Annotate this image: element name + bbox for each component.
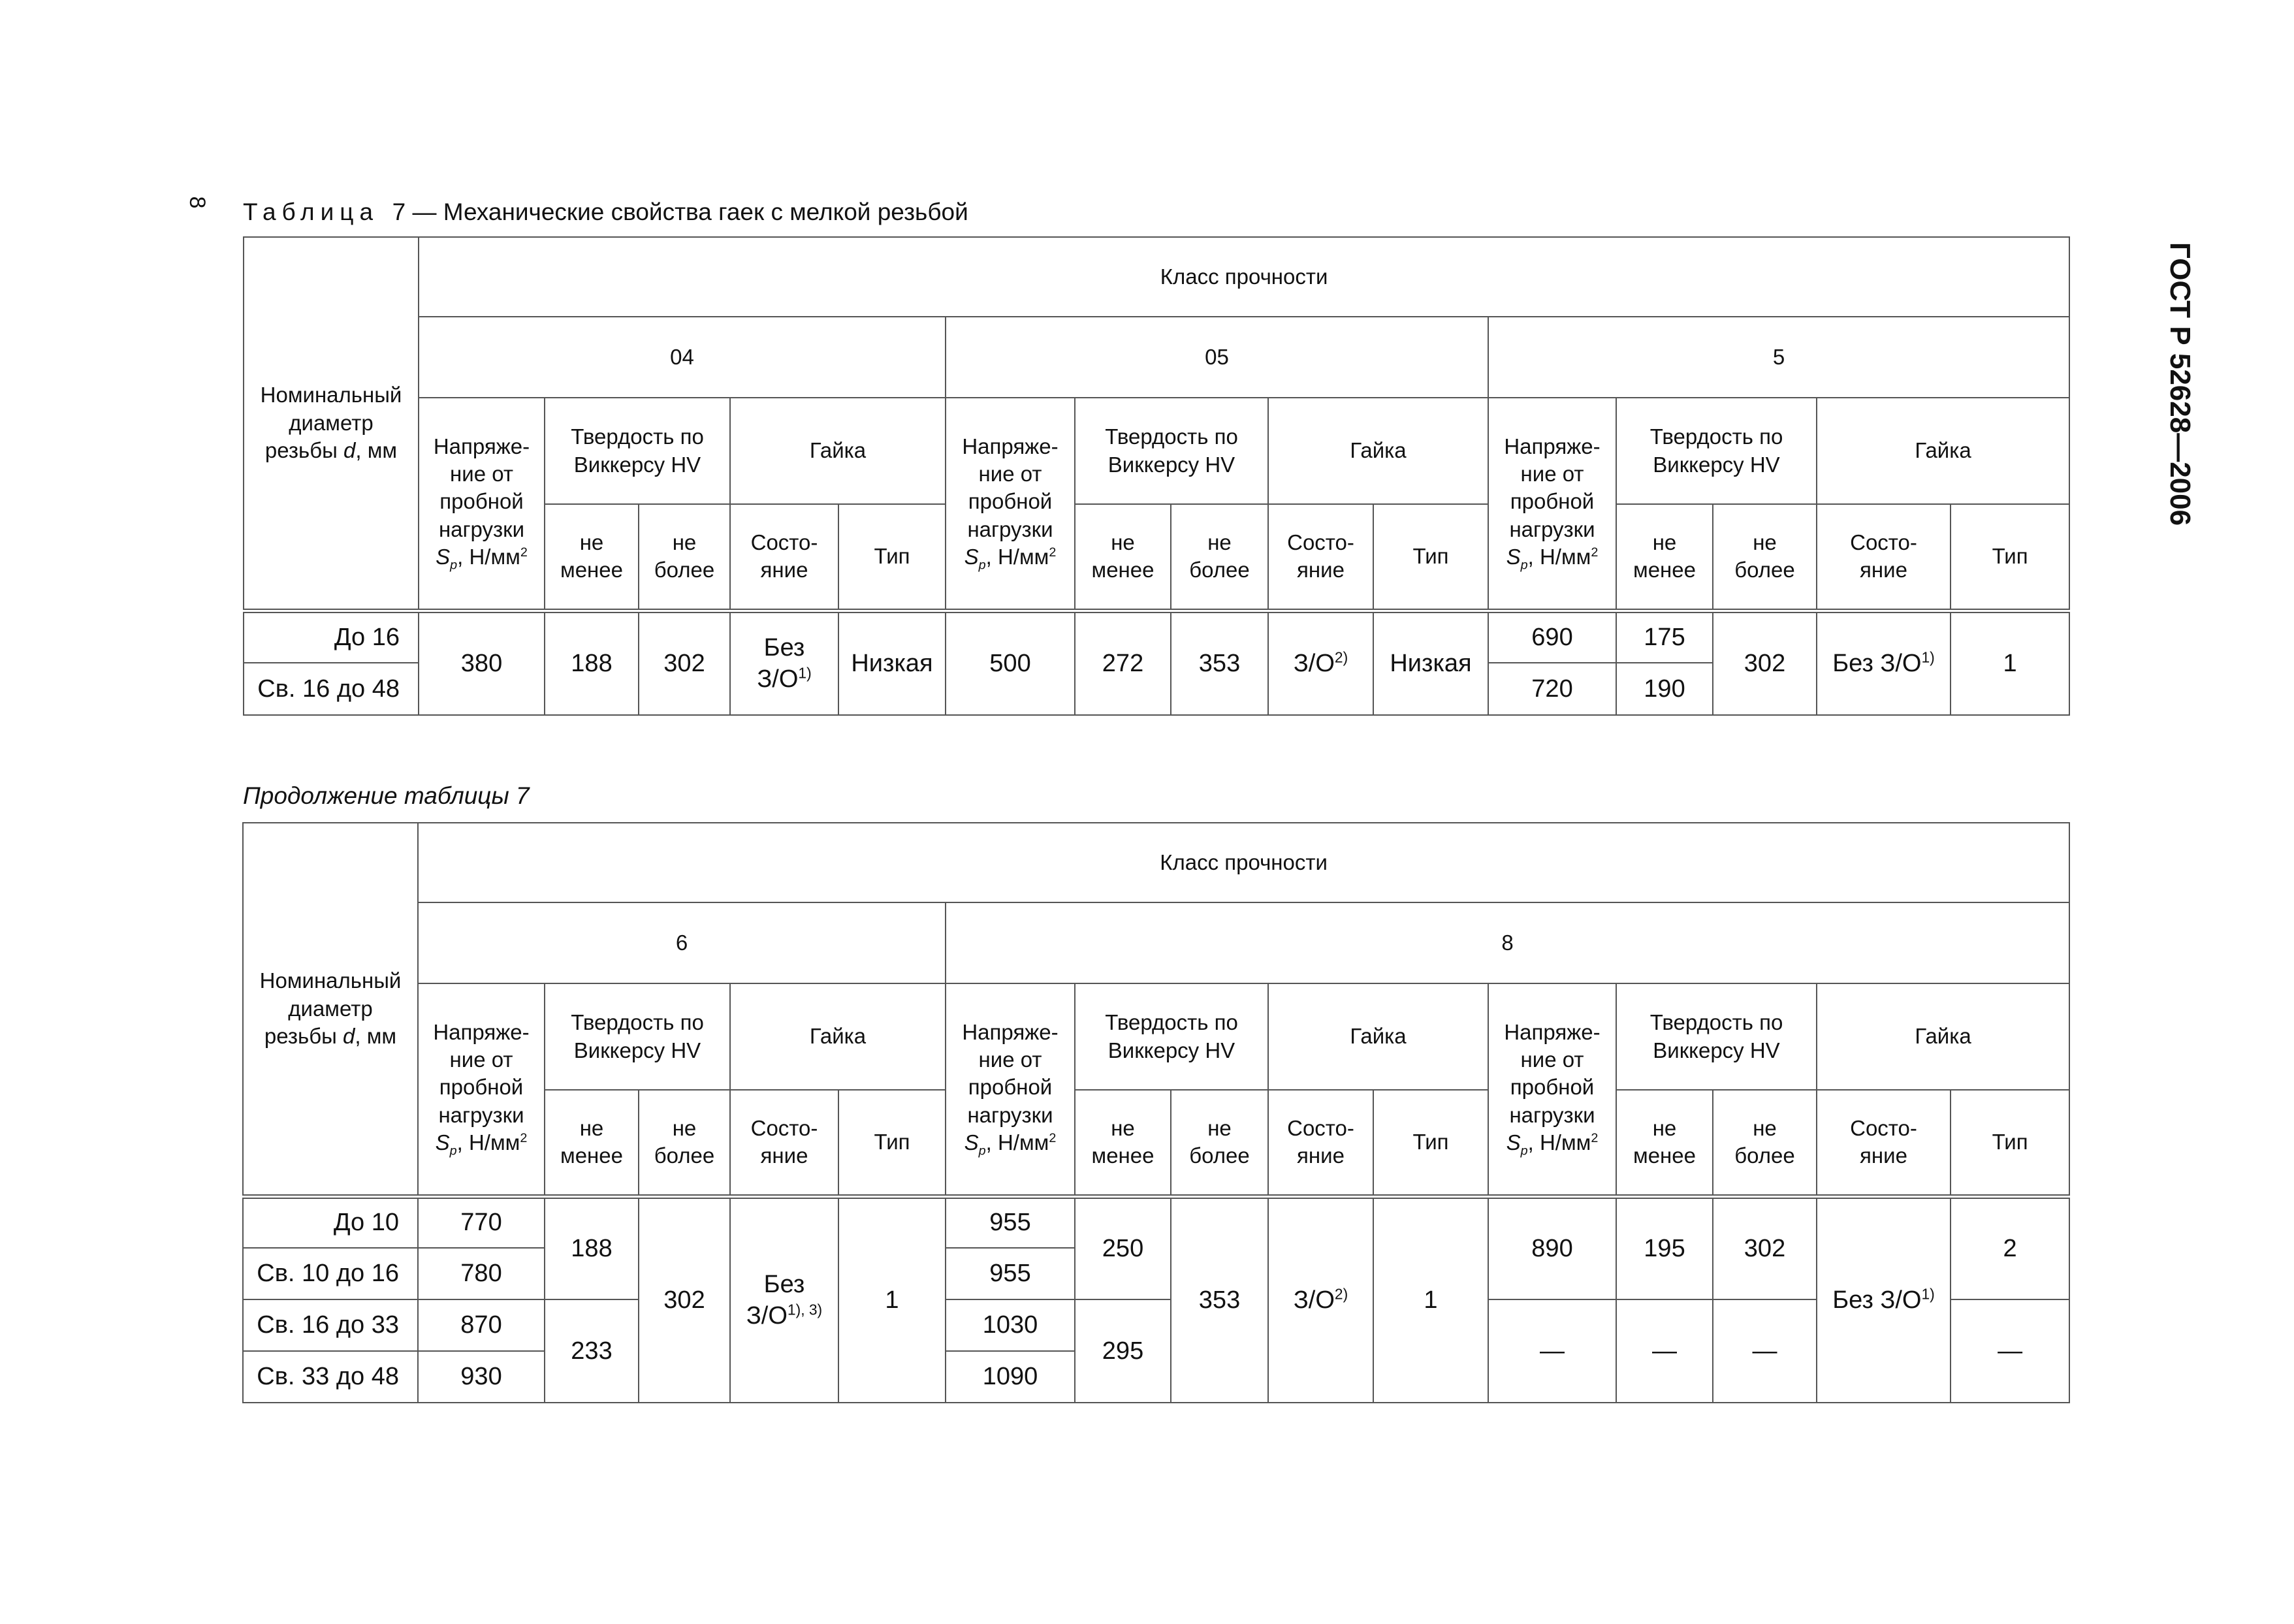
- header-nut: Гайка: [1268, 983, 1488, 1090]
- table-title: [243, 199, 968, 226]
- cell-value: Низкая: [838, 611, 946, 715]
- header-min: не менее: [545, 1090, 639, 1196]
- cell-value: 250: [1075, 1196, 1171, 1299]
- cell-value: 1030: [946, 1299, 1075, 1351]
- cell-state: Без $З/О^{1), 3)}$: [730, 1196, 838, 1403]
- cell-value: 302: [1713, 1196, 1817, 1299]
- header-state: Состо- яние: [1817, 1090, 1951, 1196]
- header-min: не менее: [1075, 504, 1171, 611]
- header-max: не более: [1713, 1090, 1817, 1196]
- cell-state: Без $З/О^{1)}$: [730, 611, 838, 715]
- header-stress: Напряже- ние от пробной нагрузки $S_p$, $Н/мм^2$: [419, 398, 545, 611]
- cell-value: 780: [418, 1248, 545, 1299]
- header-stress: Напряже- ние от пробной нагрузки $S_p$, $Н/мм^2$: [1488, 398, 1616, 611]
- header-class-04: 04: [419, 317, 946, 398]
- table-7-continued: [242, 822, 2070, 1403]
- cell-value: 500: [946, 611, 1075, 715]
- header-strength-class: Класс прочности: [419, 237, 2069, 317]
- cell-value: 1: [1373, 1196, 1488, 1403]
- header-state: Состо- яние: [730, 1090, 838, 1196]
- header-type: Тип: [838, 504, 946, 611]
- header-class-8: 8: [946, 902, 2069, 983]
- header-type: Тип: [1373, 1090, 1488, 1196]
- cell-value: 955: [946, 1248, 1075, 1299]
- header-min: не менее: [545, 504, 639, 611]
- cell-value: 353: [1171, 1196, 1268, 1403]
- header-type: Тип: [1951, 1090, 2069, 1196]
- cell-value: 302: [639, 611, 730, 715]
- row-label: Св. 33 до 48: [243, 1351, 418, 1403]
- row-label: До 10: [243, 1196, 418, 1248]
- header-stress: Напряже- ние от пробной нагрузки $S_p$, $Н/мм^2$: [418, 983, 545, 1196]
- header-class-05: 05: [946, 317, 1488, 398]
- cell-value: 930: [418, 1351, 545, 1403]
- header-diameter: Номинальный диаметр резьбы d, мм: [244, 237, 419, 611]
- cell-value: 188: [545, 611, 639, 715]
- cell-state: $З/О^{2)}$: [1268, 611, 1373, 715]
- cell-state: Без $З/О^{1)}$: [1817, 611, 1951, 715]
- table-caption: 7 — Механические свойства гаек с мелкой резьбой: [392, 199, 968, 225]
- cell-value: 175: [1616, 611, 1713, 663]
- document-code: ГОСТ Р 52628—2006: [2164, 242, 2196, 526]
- header-min: не менее: [1616, 504, 1713, 611]
- header-stress: Напряже- ние от пробной нагрузки $S_p$, $Н/мм^2$: [1488, 983, 1616, 1196]
- row-label: Св. 10 до 16: [243, 1248, 418, 1299]
- cell-value: 233: [545, 1299, 639, 1403]
- cell-value: 302: [1713, 611, 1817, 715]
- cell-value: Низкая: [1373, 611, 1488, 715]
- cell-value: —: [1488, 1299, 1616, 1403]
- header-state: Состо- яние: [1817, 504, 1951, 611]
- cell-state: $З/О^{2)}$: [1268, 1196, 1373, 1403]
- header-nut: Гайка: [1268, 398, 1488, 504]
- cell-value: —: [1713, 1299, 1817, 1403]
- cell-value: 720: [1488, 663, 1616, 715]
- header-state: Состо- яние: [1268, 504, 1373, 611]
- table-word: Таблица: [243, 199, 379, 225]
- cell-value: —: [1616, 1299, 1713, 1403]
- cell-value: 190: [1616, 663, 1713, 715]
- header-hardness: Твердость по Виккерсу HV: [1616, 983, 1817, 1090]
- header-type: Тип: [838, 1090, 946, 1196]
- header-class-5: 5: [1488, 317, 2069, 398]
- page-number: 8: [185, 196, 210, 209]
- cell-value: —: [1951, 1299, 2069, 1403]
- header-hardness: Твердость по Виккерсу HV: [1075, 398, 1268, 504]
- header-state: Состо- яние: [730, 504, 838, 611]
- cell-value: 770: [418, 1196, 545, 1248]
- header-type: Тип: [1951, 504, 2069, 611]
- cell-value: 353: [1171, 611, 1268, 715]
- header-max: не более: [1713, 504, 1817, 611]
- header-max: не более: [639, 504, 730, 611]
- header-type: Тип: [1373, 504, 1488, 611]
- header-nut: Гайка: [1817, 983, 2069, 1090]
- row-label: Св. 16 до 33: [243, 1299, 418, 1351]
- header-hardness: Твердость по Виккерсу HV: [545, 983, 730, 1090]
- header-strength-class: Класс прочности: [418, 823, 2069, 902]
- cell-value: 890: [1488, 1196, 1616, 1299]
- header-hardness: Твердость по Виккерсу HV: [545, 398, 730, 504]
- cell-value: 1090: [946, 1351, 1075, 1403]
- header-stress: Напряже- ние от пробной нагрузки $S_p$, $Н/мм^2$: [946, 398, 1075, 611]
- cell-value: 195: [1616, 1196, 1713, 1299]
- header-max: не более: [639, 1090, 730, 1196]
- header-nut: Гайка: [730, 983, 946, 1090]
- cell-state: Без $З/О^{1)}$: [1817, 1196, 1951, 1403]
- header-max: не более: [1171, 1090, 1268, 1196]
- row-label: Св. 16 до 48: [244, 663, 419, 715]
- table-7: [243, 236, 2070, 716]
- cell-value: 380: [419, 611, 545, 715]
- cell-value: 295: [1075, 1299, 1171, 1403]
- cell-value: 870: [418, 1299, 545, 1351]
- cell-value: 690: [1488, 611, 1616, 663]
- header-nut: Гайка: [730, 398, 946, 504]
- header-hardness: Твердость по Виккерсу HV: [1616, 398, 1817, 504]
- header-min: не менее: [1075, 1090, 1171, 1196]
- header-stress: Напряже- ние от пробной нагрузки $S_p$, $Н/мм^2$: [946, 983, 1075, 1196]
- cell-value: 955: [946, 1196, 1075, 1248]
- cell-value: 1: [838, 1196, 946, 1403]
- continuation-title: Продолжение таблицы 7: [243, 782, 530, 809]
- header-state: Состо- яние: [1268, 1090, 1373, 1196]
- header-hardness: Твердость по Виккерсу HV: [1075, 983, 1268, 1090]
- header-diameter: Номинальный диаметр резьбы d, мм: [243, 823, 418, 1196]
- cell-value: 1: [1951, 611, 2069, 715]
- cell-value: 272: [1075, 611, 1171, 715]
- header-class-6: 6: [418, 902, 946, 983]
- row-label: До 16: [244, 611, 419, 663]
- header-max: не более: [1171, 504, 1268, 611]
- cell-value: 188: [545, 1196, 639, 1299]
- cell-value: 2: [1951, 1196, 2069, 1299]
- cell-value: 302: [639, 1196, 730, 1403]
- header-min: не менее: [1616, 1090, 1713, 1196]
- header-nut: Гайка: [1817, 398, 2069, 504]
